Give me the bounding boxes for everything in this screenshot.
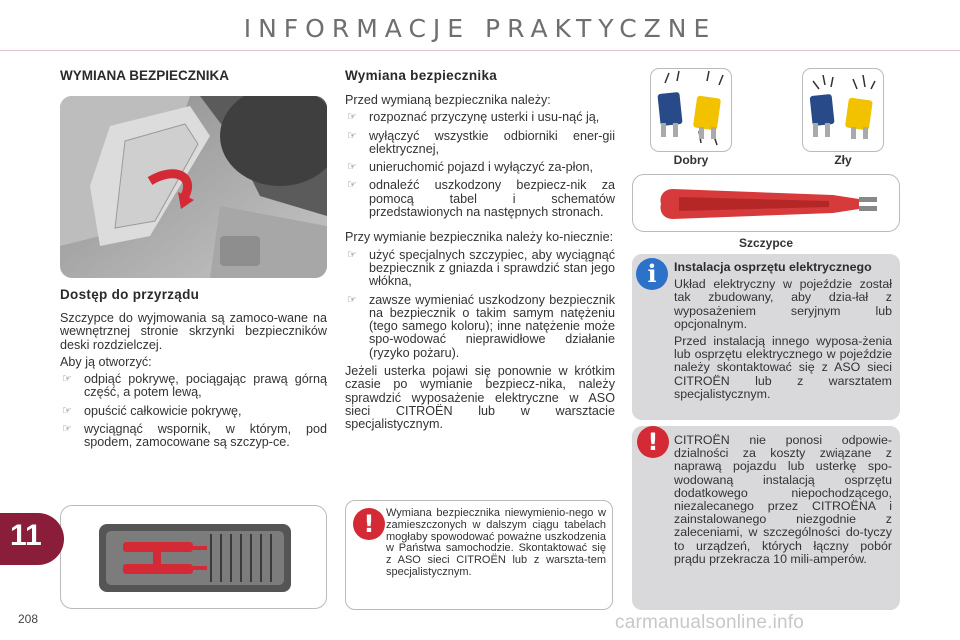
fuse-good-image (650, 68, 732, 152)
bullet-icon: ☞ (347, 111, 357, 124)
list-item: ☞ odnaleźć uszkodzony bezpiecz-nik za pomocą tabel i schematów przedstawionych na następnych stronach. (347, 178, 615, 220)
list-item: ☞ unieruchomić pojazd i wyłączyć za-płon, (347, 160, 593, 175)
list-item: ☞ użyć specjalnych szczypiec, aby wyciągnąć bezpiecznik z gniazda i sprawdzić stan jego włókna, (347, 247, 615, 289)
fuse-bad-caption: Zły (834, 153, 852, 167)
dashboard-photo (60, 96, 327, 278)
page-title: INFORMACJE PRAKTYCZNE (243, 14, 717, 43)
fuse-bad-image (802, 68, 884, 152)
list-item: ☞ odpiąć pokrywę, pociągając prawą górną część, a potem lewą, (62, 372, 327, 400)
bullet-icon: ☞ (62, 423, 72, 436)
warning-text: CITROËN nie ponosi odpowie-dzialności za koszty związane z naprawą pojazdu lub usterkę spo-wodowaną instalacją osprzętu dodatkowego niepochodzącego, niezalecanego przez CITROËNA i zainstalowanego niezgodnie z zaleceniami, w szczególności do-tyczy to urządzeń, których łączny pobór prądu przekracza 10 mili-amperów. (674, 433, 892, 566)
paragraph: Przed instalacją innego wyposa-żenia lub osprzętu elektrycznego w pojeździe należy skontaktować się z ASO sieci CITROËN lub z warsztatem specjalistycznym. (674, 334, 892, 401)
paragraph: Szczypce do wyjmowania są zamoco-wane na wewnętrznej stronie skrzynki bezpieczników deski rozdzielczej. (60, 311, 327, 352)
bullet-list (345, 111, 615, 219)
list-item: ☞ wyciągnąć wspornik, w którym, pod spodem, zamocowane są szczyp-ce. (62, 422, 327, 450)
warning-icon: ! (353, 508, 385, 540)
access-subheading: Dostęp do przyrządu (60, 287, 200, 302)
list-item: ☞ rozpoznać przyczynę usterki i usu-nąć ją, (347, 110, 600, 125)
paragraph: Jeżeli usterka pojawi się ponownie w krótkim czasie po wymianie bezpiecz-nika, należy sprawdzić wyposażenie elektryczne w ASO sieci CITROËN lub w warsztacie specjalistycznym. (345, 364, 615, 432)
bullet-icon: ☞ (347, 179, 357, 192)
page-number: 208 (18, 612, 39, 626)
title-divider (0, 50, 960, 51)
pliers-image (632, 174, 900, 232)
info-icon: i (636, 258, 668, 290)
bullet-list (345, 249, 615, 360)
warning-icon: ! (637, 426, 669, 458)
fuse-good-caption: Dobry (673, 153, 709, 167)
section-heading: WYMIANA BEZPIECZNIKA (60, 68, 229, 83)
info-box (632, 254, 900, 420)
pliers-holder-image (60, 505, 327, 609)
paragraph: Aby ją otworzyć: (60, 354, 152, 369)
bullet-list (60, 373, 327, 449)
list-item: ☞ opuścić całkowicie pokrywę, (62, 403, 242, 418)
middle-body (345, 94, 615, 436)
bullet-icon: ☞ (62, 373, 72, 386)
bullet-icon: ☞ (347, 161, 357, 174)
bullet-icon: ☞ (62, 404, 72, 417)
pliers-caption: Szczypce (738, 236, 794, 250)
paragraph: Układ elektryczny w pojeździe został tak zbudowany, aby dzia-łał z wyposażeniem seryjnym lub opcjonalnym. (674, 277, 892, 331)
bullet-icon: ☞ (347, 293, 357, 306)
list-item: ☞ wyłączyć wszystkie odbiorniki ener-gii elektrycznej, (347, 128, 615, 156)
warning-box-small (345, 500, 613, 610)
info-text (674, 261, 892, 405)
watermark: carmanualsonline.info (615, 612, 805, 633)
warning-text: Wymiana bezpiecznika niewymienio-nego w zamieszczonych w dalszym ciągu tabelach mogłaby spowodować poważne uszkodzenia w Państwa samochodzie. Skontaktować się z ASO sieci CITROËN lub z warszta-tem specjalistycznym. (386, 507, 606, 578)
bullet-icon: ☞ (347, 248, 357, 261)
info-title: Instalacja osprzętu elektrycznego (674, 260, 872, 274)
fuse-change-heading: Wymiana bezpiecznika (345, 68, 498, 83)
list-item: ☞ zawsze wymieniać uszkodzony bezpiecznik na bezpiecznik o takim samym natężeniu (tego samego koloru); inne natężenie może spo-wodować nieprawidłowe działanie (ryzyko pożaru). (347, 292, 615, 360)
chapter-tab (0, 513, 64, 565)
warning-box (632, 426, 900, 610)
paragraph: Przed wymianą bezpiecznika należy: (345, 93, 551, 107)
chapter-number: 11 (10, 519, 42, 552)
paragraph: Przy wymianie bezpiecznika należy ko-niecznie: (345, 230, 614, 245)
bullet-icon: ☞ (347, 129, 357, 142)
left-body (60, 312, 327, 455)
